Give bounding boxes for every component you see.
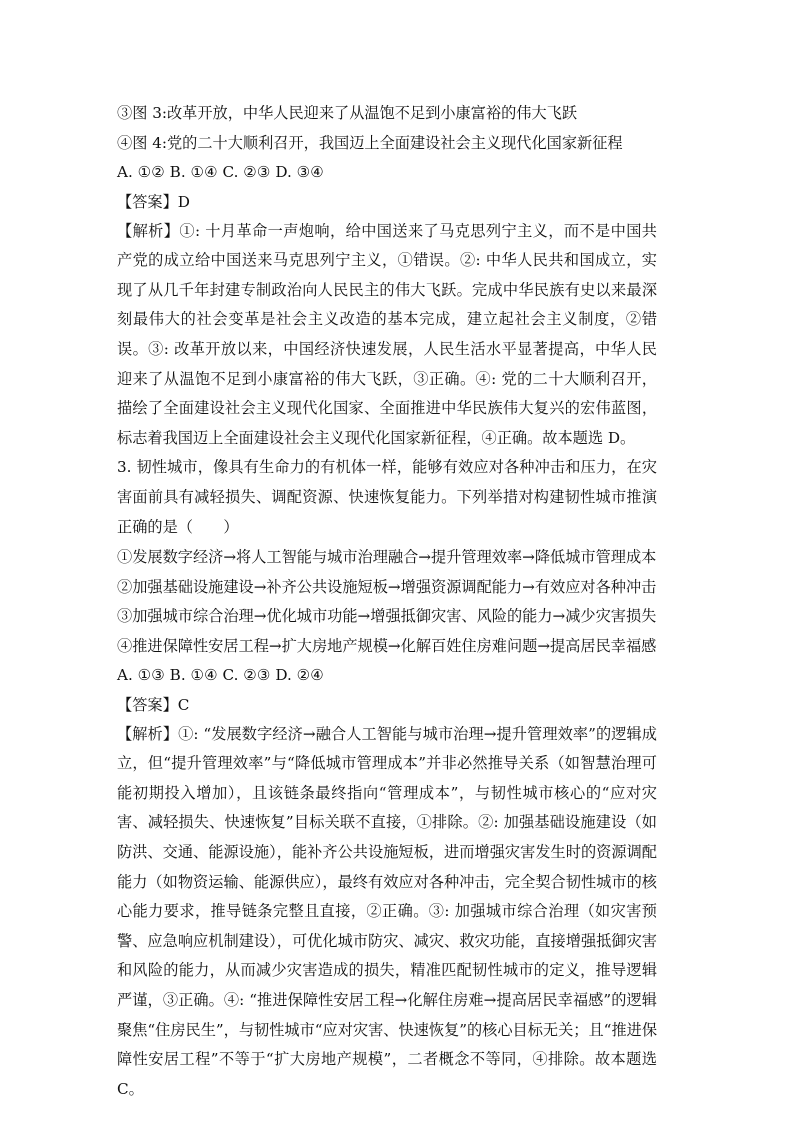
q2-item-3: ③图 3:改革开放，中华人民迎来了从温饱不足到小康富裕的伟大飞跃 — [117, 104, 578, 122]
answer-value: C — [177, 695, 190, 714]
analysis-text: ①: “发展数字经济→融合人工智能与城市治理→提升管理效率”的逻辑成立，但“提升管理效率”与“降低城市管理成本”并非必然推导关系（如智慧治理可能初期投入增加），且该链条最终指向“管理成本”，与韧性城市核心的“应对灾害、减轻损失、快速恢复”目标关联不直接，①排除。②: 加强基础设施建设（如防洪、交通、能源设施），能补齐公共设施短板，进而增强灾害发生时的资源调配能力（如物资运输、能源供应），最终有效应对各种冲击，完全契合韧性城市的核心能力要求，推导链条完整且直接，②正确。③: 加强城市综合治理（如灾害预警、应急响应机制建设），可优化城市防灾、减灾、救灾功能，直接增强抵御灾害和风险的能力，从而减少灾害造成的损失，精准匹配韧性城市的定义，推导逻辑严谨，③正确。④: “推进保障性安居工程→化解住房难→提高居民幸福感”的逻辑聚焦“住房民生”，与韧性城市“应对灾害、快速恢复”的核心目标无关；且“推进保障性安居工程”不等于“扩大房地产规模”，二者概念不等同，④排除。故本题选 C。 — [117, 724, 658, 1098]
analysis-tag: 【解析】 — [117, 724, 179, 743]
answer-value: D — [177, 192, 190, 211]
q3-options: A. ①③ B. ①④ C. ②③ D. ②④ — [117, 666, 324, 685]
q2-options: A. ①② B. ①④ C. ②③ D. ③④ — [117, 163, 324, 182]
q3-analysis — [117, 720, 657, 1105]
q3-item-3: ③加强城市综合治理→优化城市功能→增强抵御灾害、风险的能力→减少灾害损失 — [117, 607, 657, 626]
q2-analysis — [117, 217, 657, 454]
answer-tag: 【答案】 — [117, 192, 178, 211]
q3-stem: 3. 韧性城市，像具有生命力的有机体一样，能够有效应对各种冲击和压力，在灾害面前具有减轻损失、调配资源、快速恢复能力。下列举措对构建韧性城市推演正确的是（ ） — [117, 458, 657, 536]
q2-item-4: ④图 4:党的二十大顺利召开，我国迈上全面建设社会主义现代化国家新征程 — [117, 133, 623, 152]
q3-item-4: ④推进保障性安居工程→扩大房地产规模→化解百姓住房难问题→提高居民幸福感 — [117, 636, 657, 655]
q2-answer — [117, 192, 657, 212]
q3-item-1: ①发展数字经济→将人工智能与城市治理融合→提升管理效率→降低城市管理成本 — [117, 547, 657, 566]
document-page — [117, 103, 657, 1109]
analysis-text: ①: 十月革命一声炮响，给中国送来了马克思列宁主义，而不是中国共产党的成立给中国送来马克思列宁主义，①错误。②: 中华人民共和国成立，实现了从几千年封建专制政治向人民民主的伟大飞跃。完成中华民族有史以来最深刻最伟大的社会变革是社会主义改造的基本完成，建立起社会主义制度，②错误。③: 改革开放以来，中国经济快速发展，人民生活水平显著提高，中华人民迎来了从温饱不足到小康富裕的伟大飞跃，③正确。④: 党的二十大顺利召开，描绘了全面建设社会主义现代化国家、全面推进中华民族伟大复兴的宏伟蓝图，标志着我国迈上全面建设社会主义现代化国家新征程，④正确。故本题选 D。 — [117, 221, 657, 447]
q3-answer — [117, 695, 657, 715]
q3-item-2: ②加强基础设施建设→补齐公共设施短板→增强资源调配能力→有效应对各种冲击 — [117, 577, 657, 596]
analysis-tag: 【解析】 — [117, 221, 180, 240]
answer-tag: 【答案】 — [117, 695, 178, 714]
